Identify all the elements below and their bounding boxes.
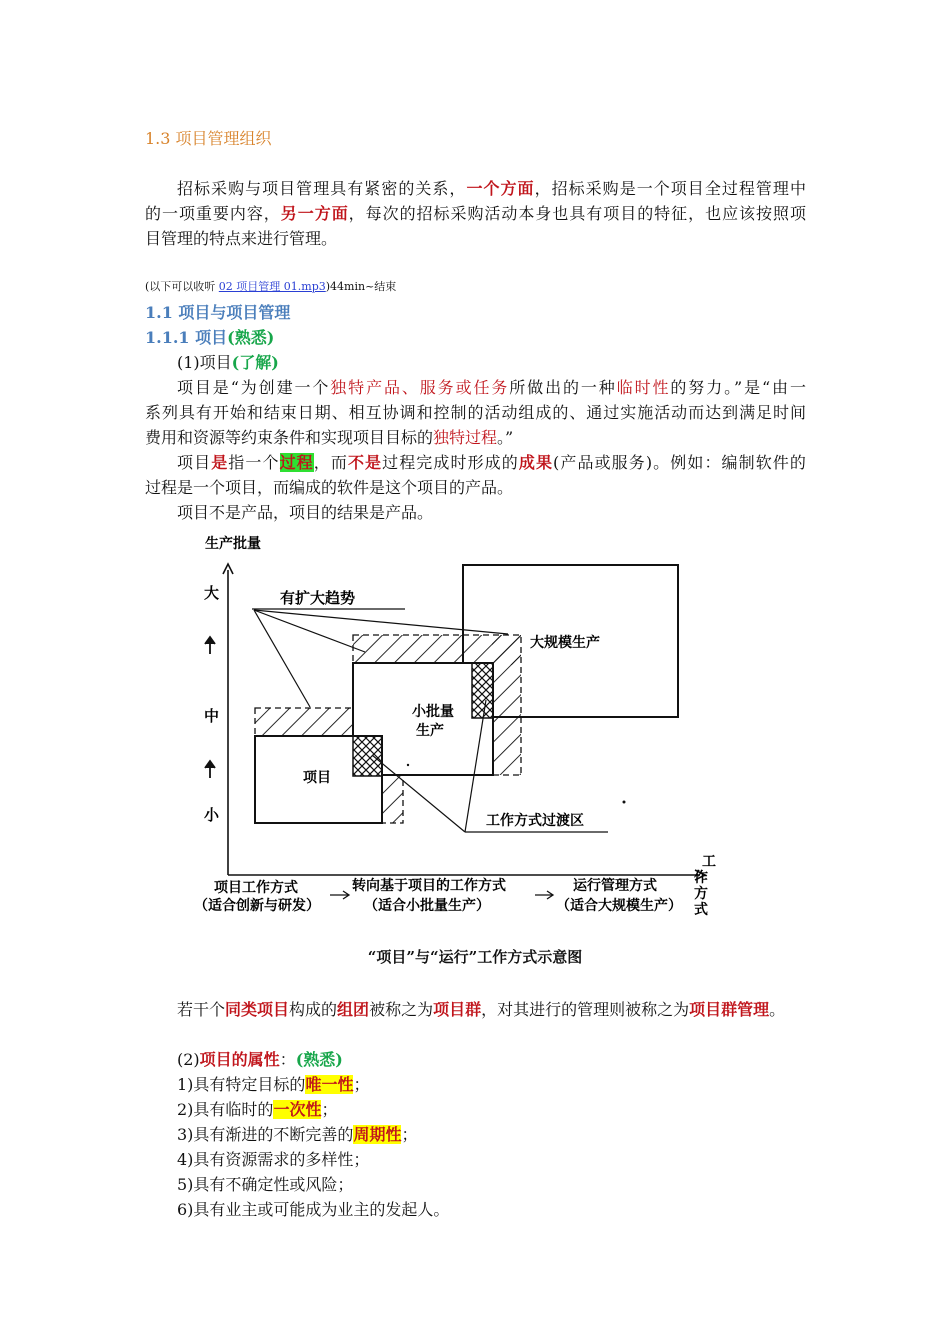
x-axis-label-1: 工: [702, 854, 716, 870]
attribute-item: 3)具有渐进的不断完善的周期性；: [177, 1125, 418, 1144]
x-axis-label-2: 作: [694, 870, 708, 886]
leader-line: [254, 610, 310, 707]
y-level-large: 大: [204, 584, 220, 602]
up-arrow-icon: [205, 637, 215, 654]
leader-line: [254, 610, 365, 652]
stage-2-title: 转向基于项目的工作方式: [352, 878, 506, 894]
y-axis-label: 生产批量: [205, 536, 261, 552]
heading-1-1: 1.1 项目与项目管理: [145, 303, 291, 322]
process-line-1: 项目是指一个过程，而不是过程完成时形成的成果(产品或服务)。例如：编制软件的: [177, 453, 806, 472]
y-level-medium: 中: [204, 707, 220, 725]
attribute-item: 1)具有特定目标的唯一性；: [177, 1075, 370, 1094]
not-product-line: 项目不是产品，项目的结果是产品。: [177, 503, 434, 522]
listen-note: (以下可以收听 02 项目管理 01.mp3)44min~结束: [145, 280, 397, 293]
definition-line-1: 项目是“为创建一个独特产品、服务或任务所做出的一种临时性的努力。”是“由一: [177, 378, 806, 397]
small-batch-label-2: 生产: [416, 723, 444, 739]
attribute-item: 5)具有不确定性或风险；: [177, 1175, 354, 1194]
attribute-item: 4)具有资源需求的多样性；: [177, 1150, 370, 1169]
overlap-crosshatch: [472, 663, 493, 718]
y-level-small: 小: [204, 806, 220, 824]
small-batch-label-1: 小批量: [412, 704, 454, 720]
x-axis-label-4: 式: [694, 902, 708, 918]
audio-link[interactable]: 02 项目管理 01.mp3: [218, 280, 326, 293]
definition-line-3: 费用和资源等约束条件和实现项目目标的独特过程。”: [145, 428, 514, 447]
section-title: 1.3 项目管理组织: [145, 129, 272, 148]
up-arrow-icon: [205, 761, 215, 778]
dot: [623, 801, 626, 804]
heading-1-1-1: 1.1.1 项目(熟悉): [145, 328, 275, 347]
intro-line-1: 招标采购与项目管理具有紧密的关系，一个方面，招标采购是一个项目全过程管理中: [177, 179, 806, 198]
stage-1-title: 项目工作方式: [214, 880, 298, 896]
large-scale-label: 大规模生产: [530, 635, 600, 651]
hatch-right: [492, 635, 521, 775]
attribute-item: 6)具有业主或可能成为业主的发起人。: [177, 1200, 450, 1219]
process-line-2: 过程是一个项目，而编成的软件是这个项目的产品。: [145, 478, 514, 497]
stage-2-subtitle: （适合小批量生产）: [364, 898, 490, 914]
intro-line-2: 的一项重要内容，另一方面，每次的招标采购活动本身也具有项目的特征，也应该按照项: [145, 204, 806, 223]
stage-1-subtitle: （适合创新与研发）: [194, 898, 320, 914]
attribute-item: 2)具有临时的一次性；: [177, 1100, 338, 1119]
project-group-line: 若干个同类项目构成的组团被称之为项目群，对其进行的管理则被称之为项目群管理。: [177, 1000, 786, 1019]
dot: [407, 764, 409, 766]
item-1-heading: (1)项目(了解): [177, 353, 279, 372]
definition-line-2: 系列具有开始和结束日期、相互协调和控制的活动组成的、通过实施活动而达到满足时间: [145, 403, 806, 422]
transition-zone-label: 工作方式过渡区: [486, 813, 584, 829]
trend-label: 有扩大趋势: [280, 589, 356, 607]
overlap-crosshatch: [353, 736, 382, 776]
project-box-label: 项目: [303, 770, 331, 786]
intro-line-3: 目管理的特点来进行管理。: [145, 229, 338, 248]
stage-3-subtitle: （适合大规模生产）: [556, 898, 682, 914]
figure-caption: “项目”与“运行”工作方式示意图: [367, 948, 583, 966]
stage-arrow-icon: [330, 891, 349, 899]
attributes-heading: (2)项目的属性：(熟悉): [177, 1050, 343, 1069]
work-mode-diagram: [190, 530, 730, 930]
stage-arrow-icon: [535, 891, 553, 899]
x-axis-label-3: 方: [694, 886, 708, 902]
stage-3-title: 运行管理方式: [573, 878, 657, 894]
